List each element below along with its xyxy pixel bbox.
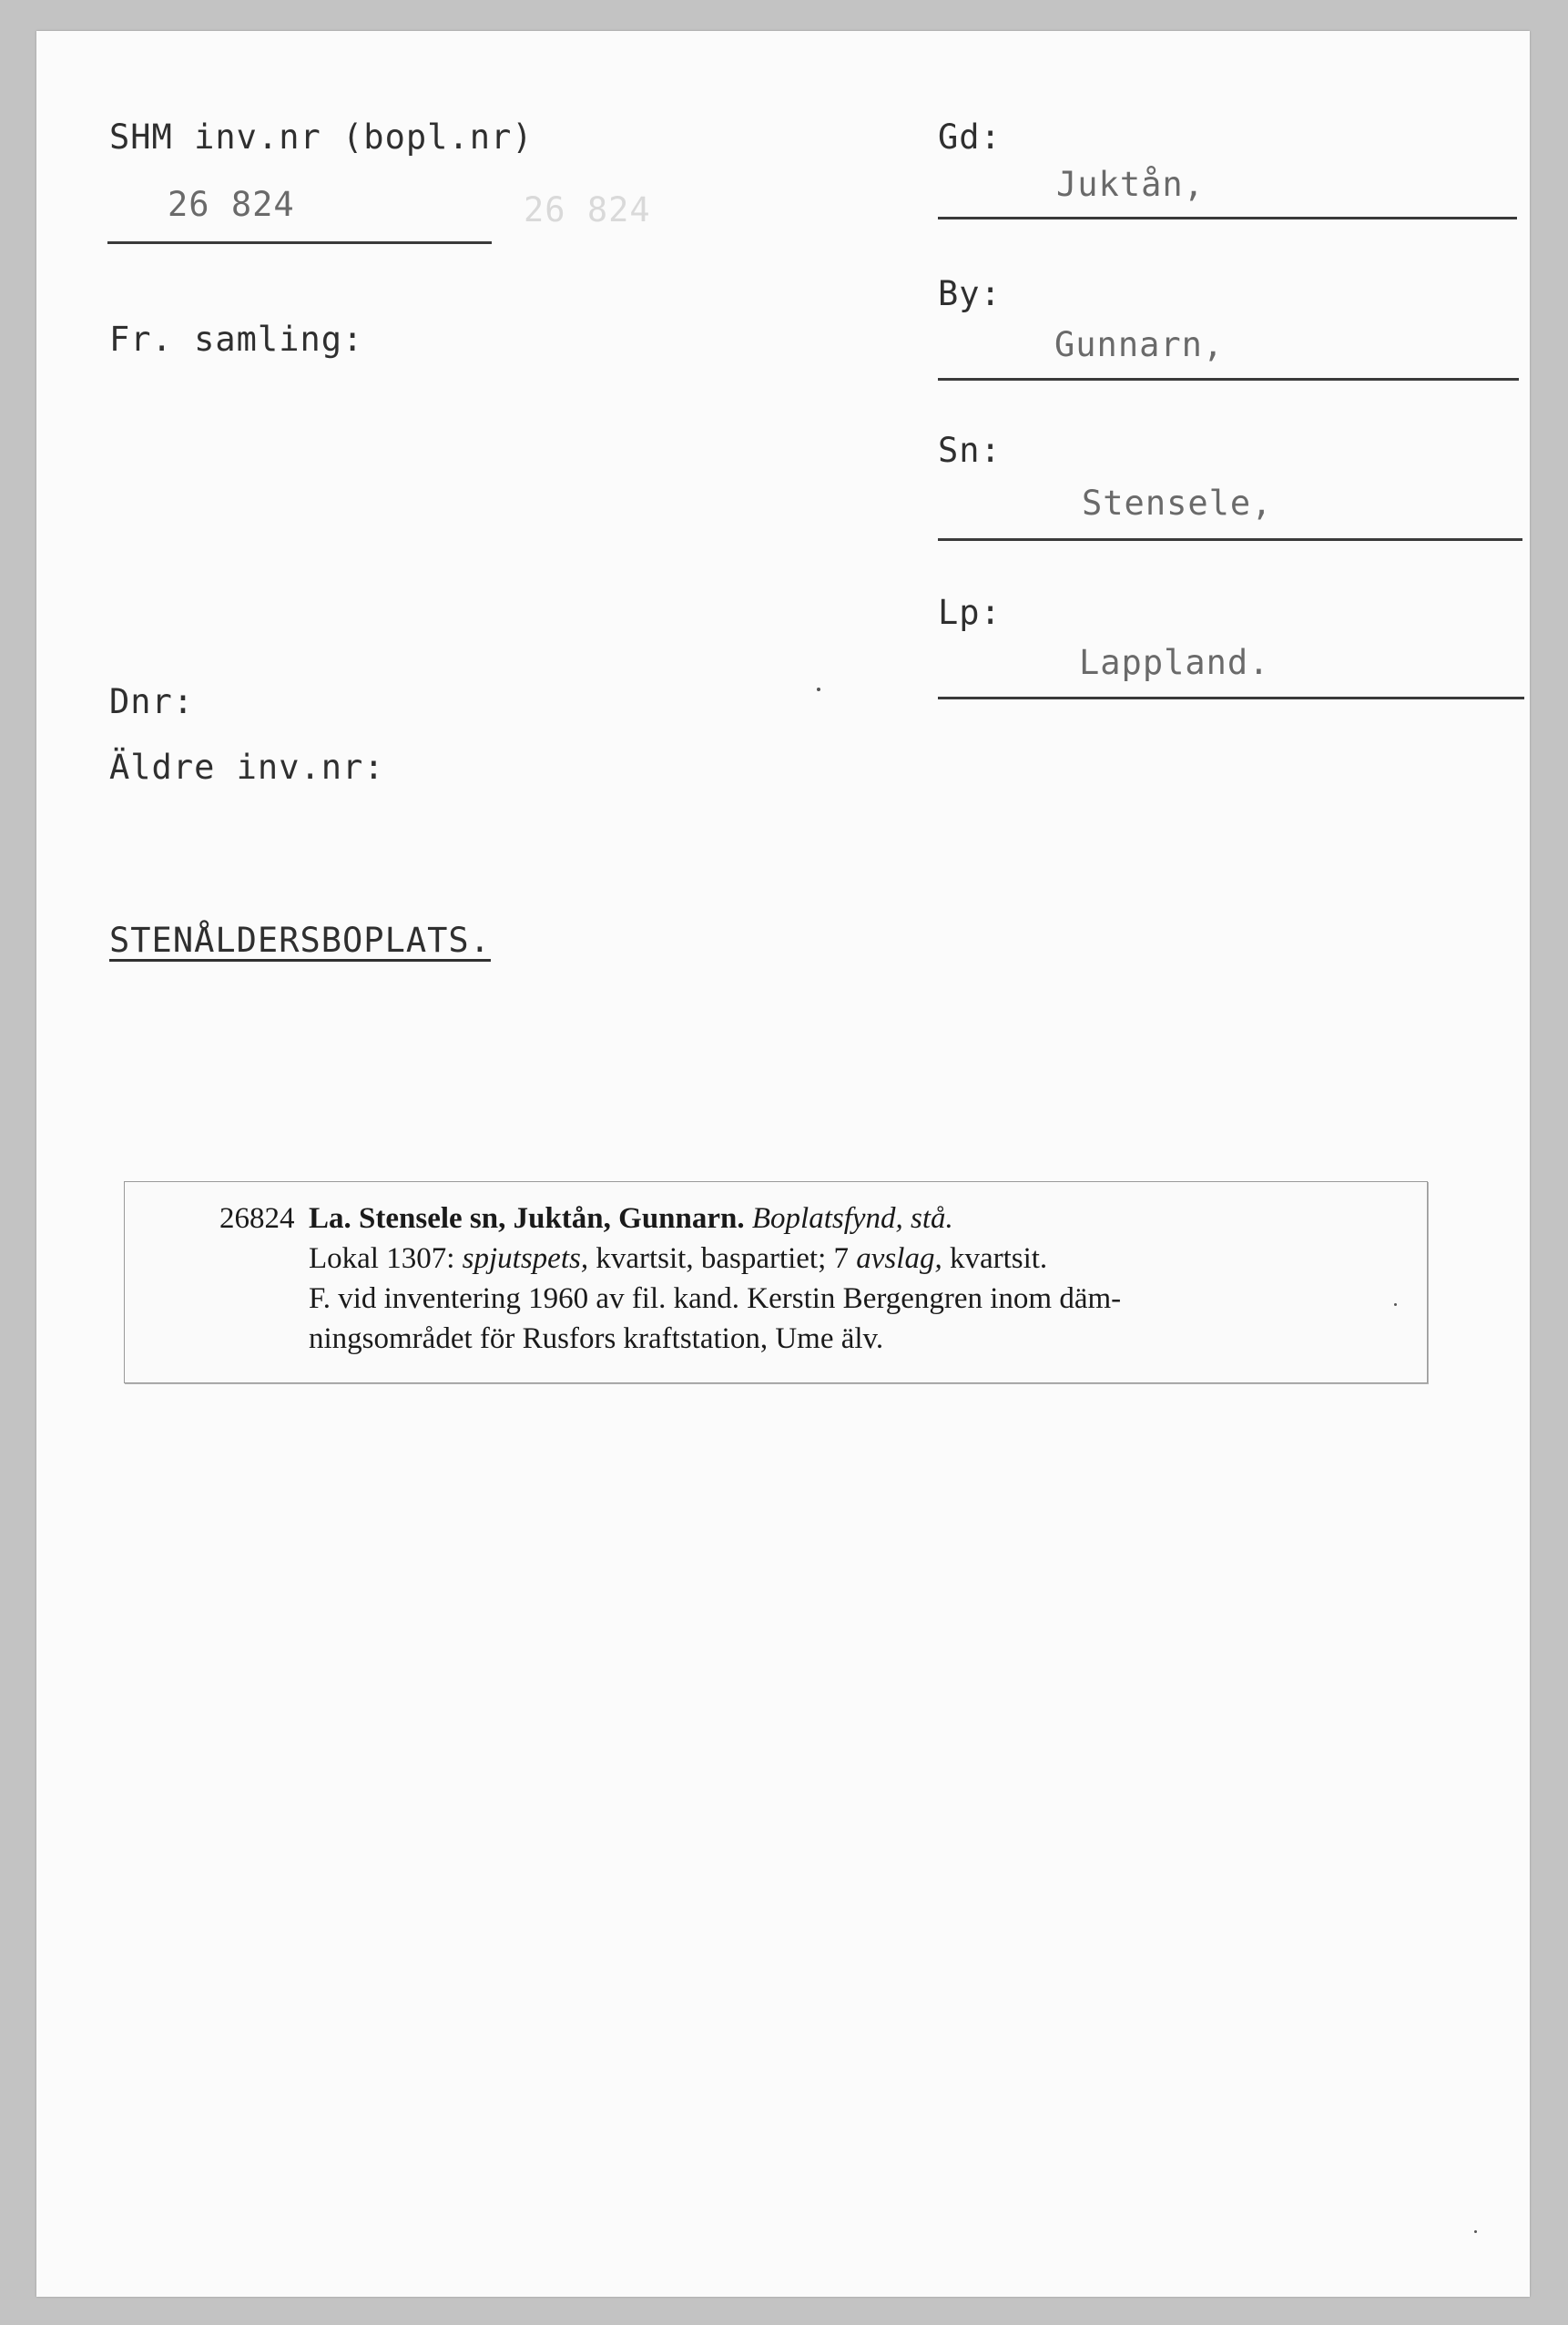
- by-value: Gunnarn,: [1054, 325, 1225, 364]
- lp-underline: [938, 697, 1524, 699]
- clipping-find-2: avslag,: [856, 1242, 942, 1275]
- by-underline: [938, 378, 1519, 381]
- clipping-type: Boplatsfynd, stå.: [751, 1202, 953, 1235]
- clipping-find-1: spjutspets,: [462, 1242, 589, 1275]
- inv-underline: [107, 241, 492, 244]
- by-label: By:: [938, 274, 1002, 313]
- clipping-material-1: kvartsit, baspartiet; 7: [596, 1242, 850, 1275]
- clipping-text: [219, 1198, 1410, 1359]
- gd-label: Gd:: [938, 117, 1002, 157]
- clipping-line-4: ningsområdet för Rusfors kraftstation, Ume älv.: [309, 1322, 884, 1355]
- fr-samling-label: Fr. samling:: [109, 320, 364, 359]
- gd-value: Juktån,: [1056, 165, 1205, 204]
- gd-underline: [938, 217, 1517, 219]
- inv-label: SHM inv.nr (bopl.nr): [109, 117, 534, 157]
- sn-label: Sn:: [938, 431, 1002, 470]
- inv-number: 26 824: [168, 185, 295, 224]
- sn-value: Stensele,: [1082, 484, 1273, 523]
- lp-value: Lappland.: [1079, 643, 1270, 682]
- clipping-line-2: [227, 1239, 1410, 1279]
- aldre-inv-label: Äldre inv.nr:: [109, 748, 385, 787]
- clipping-heading: La. Stensele sn, Juktån, Gunnarn.: [309, 1202, 745, 1235]
- clipping-material-2: kvartsit.: [949, 1242, 1048, 1275]
- clipping-line-3: F. vid inventering 1960 av fil. kand. Kerstin Bergengren inom däm-: [309, 1282, 1122, 1315]
- lp-label: Lp:: [938, 593, 1002, 632]
- category-heading: STENÅLDERSBOPLATS.: [109, 921, 491, 960]
- clipping-line-1: [219, 1198, 1410, 1239]
- paper-speck: [817, 688, 820, 691]
- printed-clipping: [124, 1181, 1428, 1383]
- paper-speck: [1474, 2230, 1477, 2233]
- dnr-label: Dnr:: [109, 682, 195, 721]
- sn-underline: [938, 538, 1522, 541]
- inv-number-faint: 26 824: [524, 190, 651, 229]
- clipping-number: 26824: [219, 1202, 295, 1235]
- clipping-lokal: Lokal 1307:: [309, 1242, 455, 1275]
- paper-speck: [1394, 1303, 1397, 1306]
- catalog-card: [36, 31, 1530, 2297]
